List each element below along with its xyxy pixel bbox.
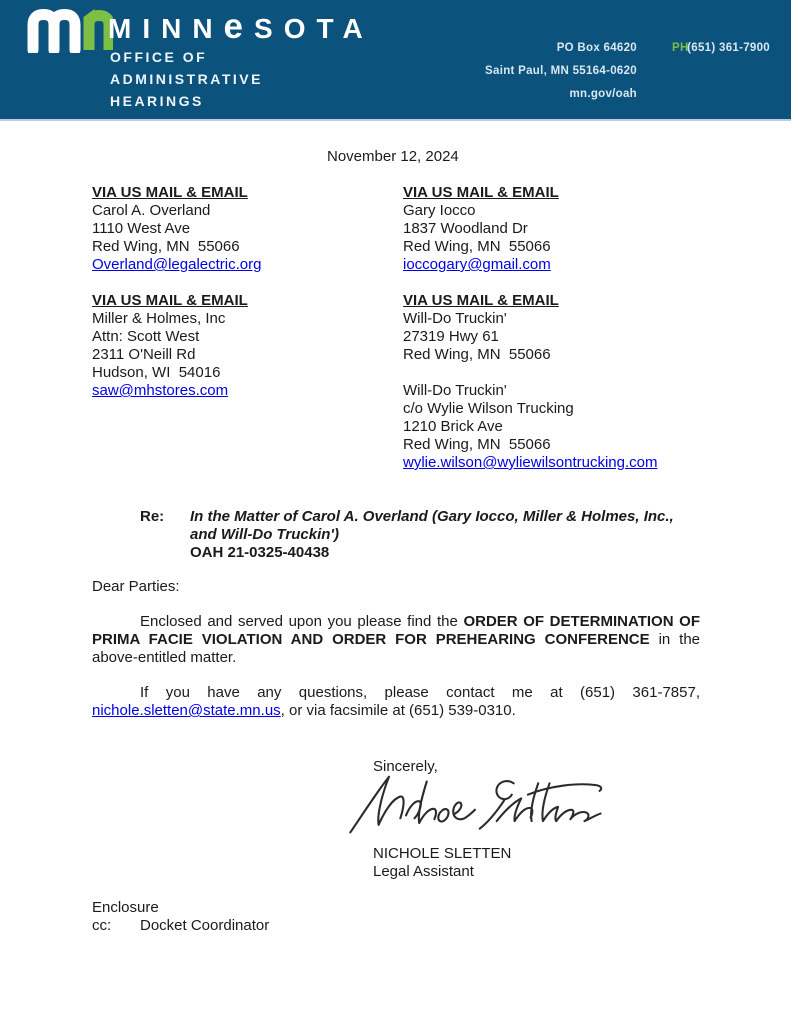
recipient-city: Red Wing, MN 55066 <box>92 238 240 255</box>
cc-line <box>92 917 700 935</box>
recipient-city: Red Wing, MN 55066 <box>403 238 551 255</box>
recipient-street: 2311 O'Neill Rd <box>92 346 196 363</box>
p1-order-title: ORDER OF DETERMINATION OF PRIMA FACIE VIOLATION AND ORDER FOR PREHEARING CONFERENCE <box>92 613 701 648</box>
via-header: VIA US MAIL & EMAIL <box>92 292 248 309</box>
email-link[interactable]: Overland@legalectric.org <box>92 256 262 273</box>
email-link[interactable]: wylie.wilson@wyliewilsontrucking.com <box>403 454 658 471</box>
re-body <box>190 508 700 562</box>
p2-text: If you have any questions, please contact me at (651) 361-7857, <box>140 684 700 701</box>
agency-name <box>110 46 263 112</box>
p2-text: , or via facsimile at (651) 539-0310. <box>280 702 516 719</box>
recipient-block <box>403 292 700 364</box>
re-line <box>140 508 700 562</box>
via-header: VIA US MAIL & EMAIL <box>403 292 559 309</box>
signer-name: NICHOLE SLETTEN <box>373 845 512 862</box>
email-link[interactable]: saw@mhstores.com <box>92 382 229 399</box>
dept-line: HEARINGS <box>110 93 204 109</box>
p1-text: Enclosed and served upon you please find the <box>140 613 464 630</box>
via-header: VIA US MAIL & EMAIL <box>92 184 248 201</box>
wordmark-post: SOTA <box>254 13 374 44</box>
wordmark-e: e <box>223 7 255 46</box>
recipient-city: Red Wing, MN 55066 <box>403 346 551 363</box>
cc-label: cc: <box>92 917 112 934</box>
agency-wordmark <box>108 7 374 46</box>
via-header: VIA US MAIL & EMAIL <box>403 184 559 201</box>
wordmark-pre: MINN <box>108 13 224 44</box>
recipient-columns <box>92 184 700 490</box>
p1-text: in the above-entitled matter. <box>92 631 700 666</box>
dept-line: OFFICE OF <box>110 49 208 65</box>
salutation: Dear Parties: <box>92 578 180 595</box>
recipient-street: 1110 West Ave <box>92 220 191 237</box>
letter-date: November 12, 2024 <box>327 148 459 165</box>
recipient-name: Miller & Holmes, Inc <box>92 310 226 327</box>
recipient-city: Hudson, WI 54016 <box>92 364 221 381</box>
mn-logo <box>25 7 113 53</box>
re-label: Re: <box>140 508 165 525</box>
header-website: mn.gov/oah <box>569 88 637 100</box>
recipient-block <box>92 292 403 400</box>
header-po-box: PO Box 64620 <box>556 42 637 54</box>
signer-block <box>373 845 700 881</box>
contact-email-link[interactable]: nichole.sletten@state.mn.us <box>92 702 281 719</box>
header-city: Saint Paul, MN 55164-0620 <box>485 65 637 77</box>
dept-line: ADMINISTRATIVE <box>110 71 263 87</box>
recipient-column-left <box>92 184 403 490</box>
recipient-attn: Attn: Scott West <box>92 328 200 345</box>
recipient-block <box>92 184 403 274</box>
re-case-number: OAH 21-0325-40438 <box>190 544 330 561</box>
recipient-block <box>403 184 700 274</box>
signature-image <box>340 772 625 840</box>
header-banner <box>0 0 791 121</box>
recipient-block <box>403 382 700 472</box>
recipient-street: 27319 Hwy 61 <box>403 328 499 345</box>
email-link[interactable]: ioccogary@gmail.com <box>403 256 551 273</box>
recipient-street: 1837 Woodland Dr <box>403 220 528 237</box>
cc-value: Docket Coordinator <box>140 917 270 934</box>
paragraph-2 <box>92 684 700 720</box>
recipient-care-of: c/o Wylie Wilson Trucking <box>403 400 574 417</box>
header-phone-label: PH <box>672 42 689 54</box>
header-phone: (651) 361-7900 <box>687 42 770 54</box>
recipient-column-right <box>403 184 700 490</box>
re-matter-title: In the Matter of Carol A. Overland (Gary Iocco, Miller & Holmes, Inc., and Will-Do Truckin') <box>190 508 674 543</box>
enclosure-note: Enclosure <box>92 899 159 916</box>
letter-footer <box>92 899 700 935</box>
recipient-street: 1210 Brick Ave <box>403 418 503 435</box>
recipient-name: Gary Iocco <box>403 202 476 219</box>
closing-sincerely: Sincerely, <box>373 758 438 775</box>
recipient-name: Will-Do Truckin' <box>403 382 507 399</box>
recipient-name: Carol A. Overland <box>92 202 211 219</box>
letter-body <box>0 148 791 935</box>
signer-title: Legal Assistant <box>373 863 474 880</box>
recipient-name: Will-Do Truckin' <box>403 310 507 327</box>
recipient-city: Red Wing, MN 55066 <box>403 436 551 453</box>
paragraph-1 <box>92 613 700 667</box>
